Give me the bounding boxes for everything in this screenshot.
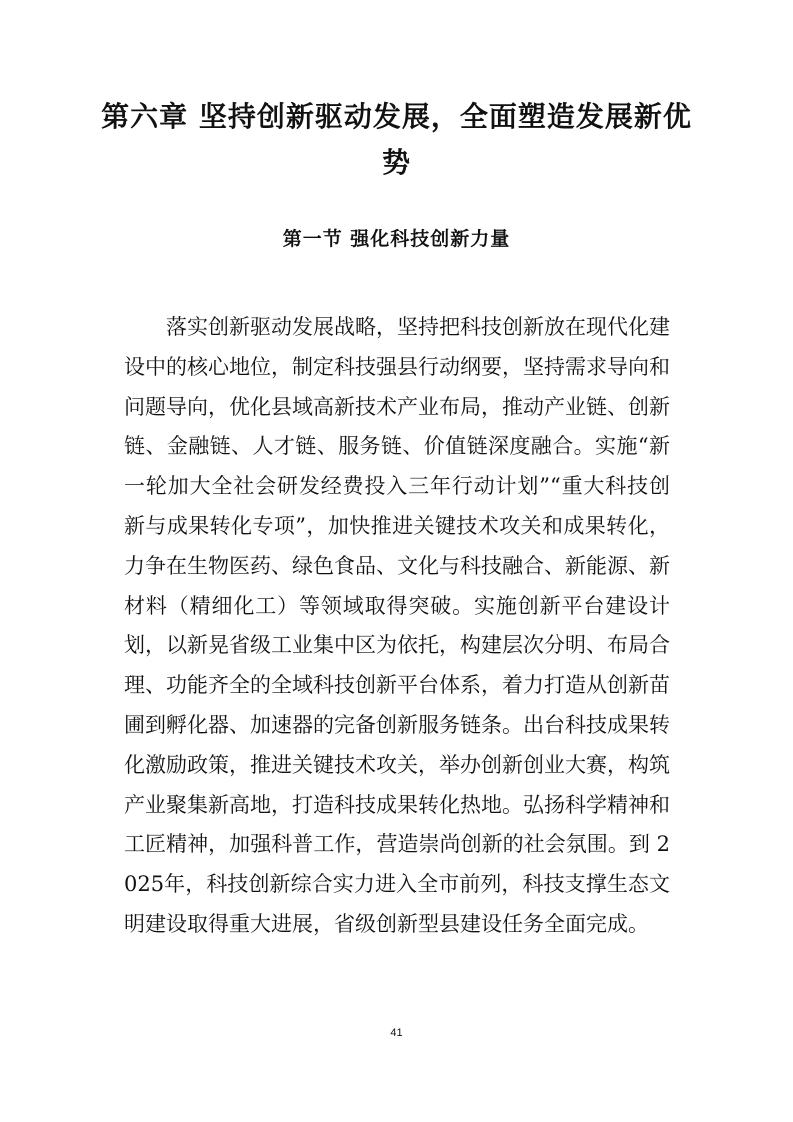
body-paragraph: 落实创新驱动发展战略，坚持把科技创新放在现代化建设中的核心地位，制定科技强县行动纲要，坚持需求导向和问题导向，优化县域高新技术产业布局，推动产业链、创新链、金融链、人才链、服务链、价值链深度融合。实施“新一轮加大全社会研发经费投入三年行动计划”“重大科技创新与成果转化专项”，加快推进关键技术攻关和成果转化，力争在生物医药、绿色食品、文化与科技融合、新能源、新材料（精细化工）等领域取得突破。实施创新平台建设计划，以新晃省级工业集中区为依托，构建层次分明、布局合理、功能齐全的全域科技创新平台体系，着力打造从创新苗圃到孵化器、加速器的完备创新服务链条。出台科技成果转化激励政策，推进关键技术攻关，举办创新创业大赛，构筑产业聚集新高地，打造科技成果转化热地。弘扬科学精神和工匠精神，加强科普工作，营造崇尚创新的社会氛围。到 2025年，科技创新综合实力进入全市前列，科技支撑生态文明建设取得重大进展，省级创新型县建设任务全面完成。: [124, 315, 670, 936]
section-title: 第一节 强化科技创新力量: [282, 228, 511, 250]
page-number: 41: [390, 1027, 403, 1039]
chapter-title: 第六章 坚持创新驱动发展，全面塑造发展新优势: [101, 100, 692, 179]
